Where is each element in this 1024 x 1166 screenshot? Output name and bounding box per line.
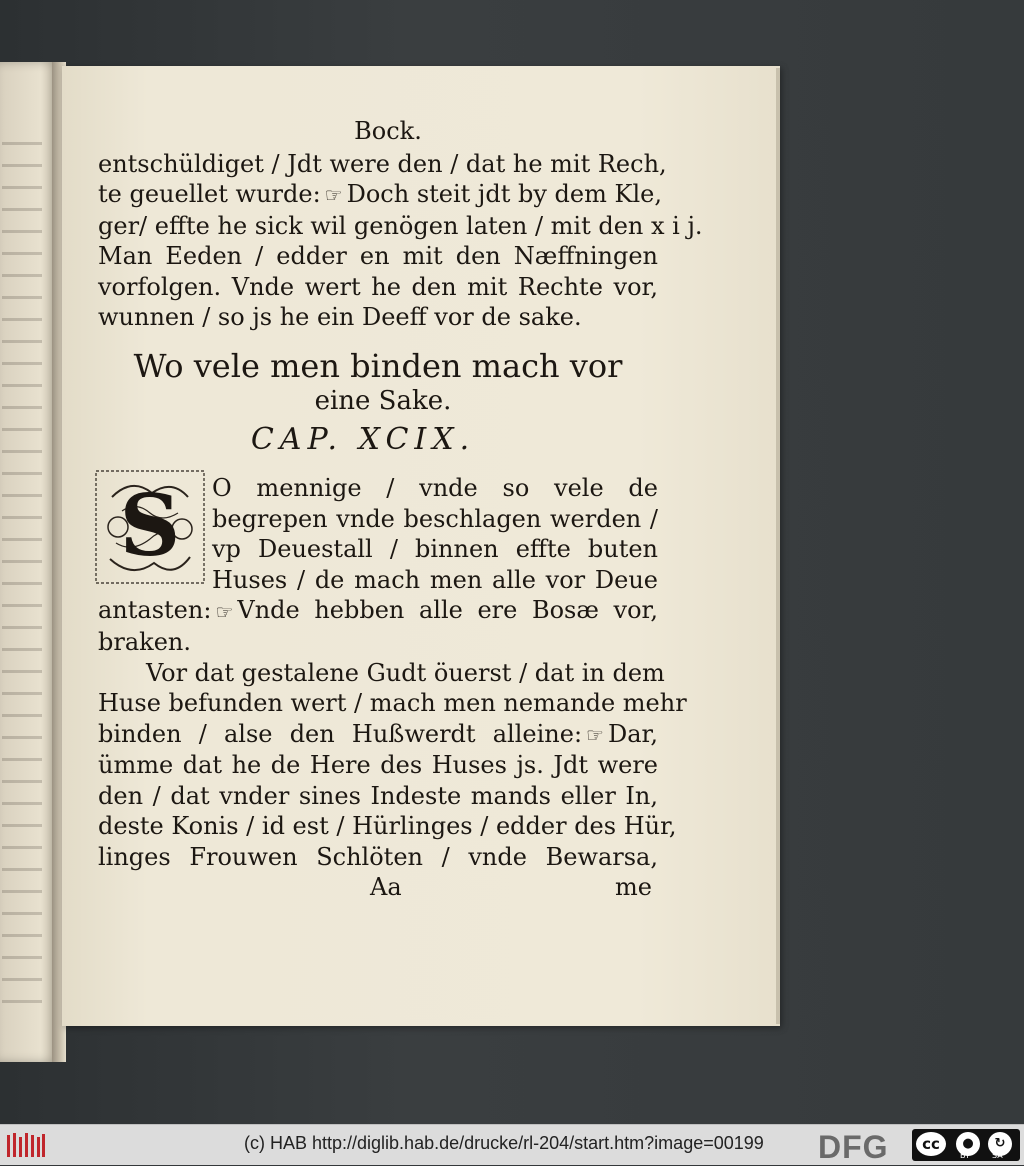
by-label: BY [960, 1151, 970, 1160]
text-line: deste Konis / id est / Hürlinges / edder des Hür, [98, 812, 677, 841]
text-line: wunnen / so js he ein Deeff vor de sake. [98, 303, 582, 332]
catch-line [98, 872, 658, 904]
text-line: entschüldiget / Jdt were den / dat he mit Rech, [98, 149, 667, 178]
viewer-footer [0, 1124, 1024, 1165]
chapter-number: CAP. XCIX. [250, 421, 476, 457]
page-edge [776, 68, 780, 1024]
text-line: O mennige / vnde so vele de [212, 474, 658, 503]
text-line [98, 179, 662, 211]
pointing-hand-icon: ☞ [215, 599, 234, 624]
initial-letter: S [119, 476, 181, 576]
text-span: antasten: [98, 596, 212, 625]
text-line: Man Eeden / edder en mit den Næffningen [98, 242, 658, 271]
catchword: me [615, 873, 652, 902]
pointing-hand-icon: ☞ [586, 722, 604, 747]
cc-license-badge[interactable] [912, 1129, 1020, 1161]
text-line: vp Deuestall / binnen effte buten [212, 535, 658, 564]
text-span: binden / alse den Hußwerdt alleine: [98, 719, 583, 748]
pointing-hand-icon: ☞ [324, 183, 343, 208]
text-line: braken. [98, 628, 191, 656]
citation-link[interactable]: (c) HAB http://diglib.hab.de/drucke/rl-204/start.htm?image=00199 [244, 1133, 764, 1153]
hab-logo-icon [6, 1131, 46, 1159]
text-line [98, 595, 658, 627]
text-span: Dar, [607, 719, 658, 748]
text-line: Huse befunden wert / mach men nemande mehr [98, 689, 687, 717]
dfg-logo: DFG [818, 1129, 889, 1165]
text-line [98, 719, 658, 751]
text-line: vorfolgen. Vnde wert he den mit Rechte vor, [98, 272, 658, 301]
previous-page-text-fragment [2, 142, 42, 1022]
decorated-initial-s-icon [92, 467, 208, 587]
running-head: Bock. [354, 117, 422, 145]
previous-page-edge [0, 62, 58, 1062]
text-line: Huses / de mach men alle vor Deue [212, 565, 658, 594]
initial-paragraph [98, 473, 658, 595]
text-line: linges Frouwen Schlöten / vnde Bewarsa, [98, 842, 658, 871]
share-alike-icon: ↻ [988, 1132, 1012, 1156]
text-line: ger/ effte he sick wil genögen laten / mit den x i j. [98, 211, 703, 240]
text-span: Vnde hebben alle ere Bosæ vor, [237, 596, 658, 625]
chapter-heading: Wo vele men binden mach vor [133, 346, 623, 385]
book-page [62, 66, 780, 1026]
text-line: begrepen vnde beschlagen werden / [212, 504, 658, 533]
text-line: den / dat vnder sines Indeste mands eller In, [98, 781, 658, 810]
signature-mark: Aa [370, 873, 402, 902]
cc-icon: cc [916, 1132, 946, 1156]
text-line: ümme dat he de Here des Huses js. Jdt were [98, 751, 658, 780]
sa-label: SA [992, 1151, 1003, 1160]
chapter-heading-line2: eine Sake. [314, 385, 452, 416]
text-span: te geuellet wurde: [98, 180, 321, 208]
text-span: Doch steit jdt by dem Kle, [346, 180, 662, 208]
text-line: Vor dat gestalene Gudt öuerst / dat in dem [146, 658, 665, 687]
page-text [98, 116, 703, 904]
by-attribution-icon: ● [956, 1132, 980, 1156]
